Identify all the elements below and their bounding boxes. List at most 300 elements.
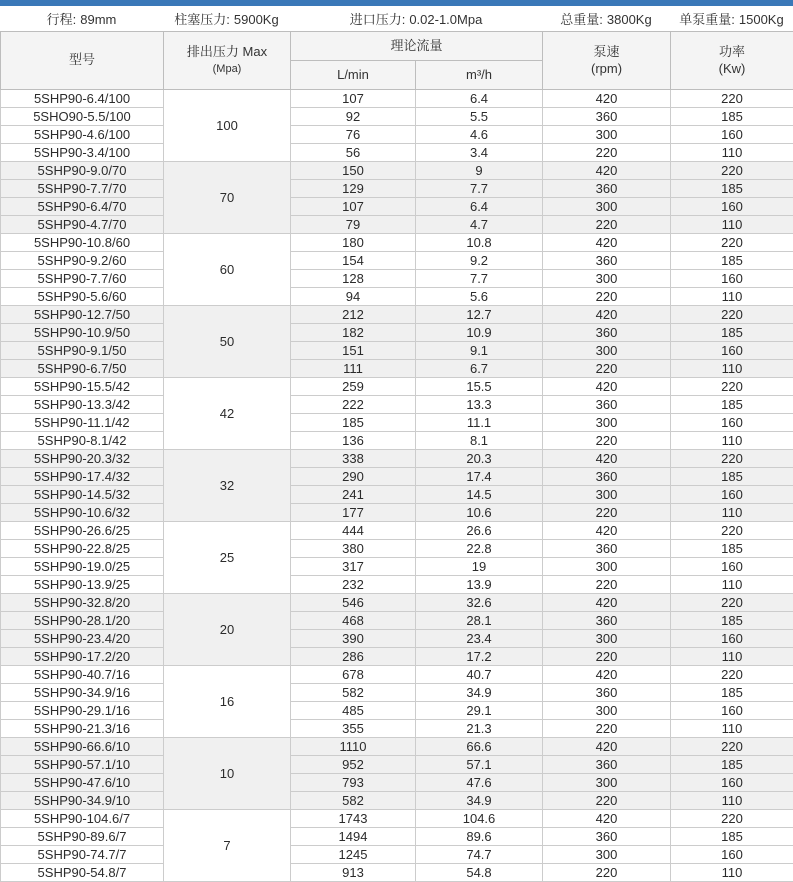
col-header-discharge-pressure: [164, 32, 291, 90]
power-cell: 160: [671, 414, 793, 432]
speed-cell: 420: [543, 378, 671, 396]
power-cell: 110: [671, 792, 793, 810]
flow-m3h-cell: 23.4: [416, 630, 543, 648]
model-cell: 5SHP90-57.1/10: [1, 756, 164, 774]
power-cell: 160: [671, 198, 793, 216]
speed-cell: 420: [543, 522, 671, 540]
discharge-pressure-cell: 50: [164, 306, 291, 378]
power-cell: 220: [671, 90, 793, 108]
table-row: [1, 792, 793, 810]
flow-m3h-cell: 21.3: [416, 720, 543, 738]
model-cell: 5SHP90-34.9/10: [1, 792, 164, 810]
power-cell: 185: [671, 684, 793, 702]
model-cell: 5SHP90-6.4/70: [1, 198, 164, 216]
flow-m3h-cell: 14.5: [416, 486, 543, 504]
flow-lmin-cell: 1743: [291, 810, 416, 828]
power-cell: 110: [671, 360, 793, 378]
flow-lmin-cell: 546: [291, 594, 416, 612]
flow-m3h-cell: 8.1: [416, 432, 543, 450]
speed-cell: 220: [543, 432, 671, 450]
speed-cell: 220: [543, 288, 671, 306]
flow-lmin-cell: 793: [291, 774, 416, 792]
speed-cell: 220: [543, 576, 671, 594]
power-unit: (Kw): [719, 61, 746, 76]
power-cell: 160: [671, 774, 793, 792]
discharge-pressure-cell: 20: [164, 594, 291, 666]
speed-cell: 300: [543, 270, 671, 288]
table-row: [1, 108, 793, 126]
flow-m3h-cell: 26.6: [416, 522, 543, 540]
flow-m3h-cell: 34.9: [416, 792, 543, 810]
table-row: [1, 180, 793, 198]
table-row: [1, 594, 793, 612]
flow-m3h-label: m³/h: [466, 67, 492, 82]
speed-cell: 420: [543, 162, 671, 180]
pump-speed-line1: 泵速: [594, 44, 620, 59]
flow-m3h-cell: 5.6: [416, 288, 543, 306]
flow-m3h-cell: 40.7: [416, 666, 543, 684]
table-row: [1, 378, 793, 396]
flow-m3h-cell: 7.7: [416, 270, 543, 288]
flow-m3h-cell: 54.8: [416, 864, 543, 882]
table-row: [1, 396, 793, 414]
flow-m3h-cell: 66.6: [416, 738, 543, 756]
info-item-total-weight: [542, 9, 670, 28]
table-row: [1, 522, 793, 540]
table-row: [1, 162, 793, 180]
model-cell: 5SHP90-89.6/7: [1, 828, 164, 846]
model-cell: 5SHP90-26.6/25: [1, 522, 164, 540]
flow-m3h-cell: 11.1: [416, 414, 543, 432]
info-value: 0.02-1.0Mpa: [409, 12, 482, 27]
power-cell: 110: [671, 576, 793, 594]
flow-lmin-cell: 259: [291, 378, 416, 396]
power-cell: 185: [671, 180, 793, 198]
flow-m3h-cell: 104.6: [416, 810, 543, 828]
power-cell: 220: [671, 162, 793, 180]
flow-m3h-cell: 10.8: [416, 234, 543, 252]
flow-m3h-cell: 6.7: [416, 360, 543, 378]
power-cell: 160: [671, 342, 793, 360]
speed-cell: 300: [543, 558, 671, 576]
flow-lmin-cell: 390: [291, 630, 416, 648]
flow-lmin-label: L/min: [337, 67, 369, 82]
table-row: [1, 126, 793, 144]
table-row: [1, 774, 793, 792]
flow-m3h-cell: 4.6: [416, 126, 543, 144]
power-cell: 220: [671, 594, 793, 612]
discharge-pressure-cell: 16: [164, 666, 291, 738]
speed-cell: 300: [543, 846, 671, 864]
speed-cell: 220: [543, 144, 671, 162]
model-cell: 5SHP90-34.9/16: [1, 684, 164, 702]
power-cell: 185: [671, 756, 793, 774]
model-cell: 5SHP90-74.7/7: [1, 846, 164, 864]
flow-m3h-cell: 9.2: [416, 252, 543, 270]
flow-m3h-cell: 12.7: [416, 306, 543, 324]
model-cell: 5SHP90-4.7/70: [1, 216, 164, 234]
spec-table-body: [1, 90, 793, 882]
speed-cell: 300: [543, 630, 671, 648]
discharge-pressure-cell: 42: [164, 378, 291, 450]
col-header-flow-lmin: [291, 61, 416, 90]
model-cell: 5SHP90-14.5/32: [1, 486, 164, 504]
model-cell: 5SHP90-28.1/20: [1, 612, 164, 630]
flow-m3h-cell: 47.6: [416, 774, 543, 792]
speed-cell: 420: [543, 594, 671, 612]
model-cell: 5SHP90-15.5/42: [1, 378, 164, 396]
flow-lmin-cell: 94: [291, 288, 416, 306]
flow-m3h-cell: 4.7: [416, 216, 543, 234]
col-header-theoretical-flow: [291, 32, 543, 61]
table-row: [1, 270, 793, 288]
speed-cell: 420: [543, 666, 671, 684]
speed-cell: 420: [543, 234, 671, 252]
model-cell: 5SHP90-6.4/100: [1, 90, 164, 108]
flow-m3h-cell: 7.7: [416, 180, 543, 198]
flow-lmin-cell: 317: [291, 558, 416, 576]
flow-m3h-cell: 17.4: [416, 468, 543, 486]
flow-m3h-cell: 10.9: [416, 324, 543, 342]
power-cell: 160: [671, 846, 793, 864]
power-line1: 功率: [719, 44, 745, 59]
table-row: [1, 828, 793, 846]
flow-lmin-cell: 107: [291, 90, 416, 108]
table-row: [1, 720, 793, 738]
flow-m3h-cell: 20.3: [416, 450, 543, 468]
model-cell: 5SHP90-6.7/50: [1, 360, 164, 378]
flow-lmin-cell: 444: [291, 522, 416, 540]
power-cell: 110: [671, 432, 793, 450]
model-cell: 5SHP90-10.9/50: [1, 324, 164, 342]
power-cell: 110: [671, 648, 793, 666]
speed-cell: 360: [543, 684, 671, 702]
speed-cell: 360: [543, 324, 671, 342]
discharge-pressure-cell: 10: [164, 738, 291, 810]
speed-cell: 220: [543, 360, 671, 378]
model-cell: 5SHP90-11.1/42: [1, 414, 164, 432]
pump-spec-table: [0, 31, 793, 882]
model-cell: 5SHP90-47.6/10: [1, 774, 164, 792]
flow-lmin-cell: 913: [291, 864, 416, 882]
speed-cell: 360: [543, 108, 671, 126]
discharge-pressure-unit: (Mpa): [213, 63, 242, 75]
table-row: [1, 684, 793, 702]
power-cell: 160: [671, 558, 793, 576]
flow-lmin-cell: 185: [291, 414, 416, 432]
model-cell: 5SHP90-8.1/42: [1, 432, 164, 450]
power-cell: 220: [671, 306, 793, 324]
info-label: 柱塞压力:: [174, 12, 230, 27]
model-cell: 5SHP90-66.6/10: [1, 738, 164, 756]
power-cell: 185: [671, 468, 793, 486]
speed-cell: 220: [543, 864, 671, 882]
table-row: [1, 468, 793, 486]
table-row: [1, 864, 793, 882]
speed-cell: 360: [543, 468, 671, 486]
flow-lmin-cell: 136: [291, 432, 416, 450]
model-cell: 5SHP90-9.2/60: [1, 252, 164, 270]
flow-lmin-cell: 182: [291, 324, 416, 342]
table-row: [1, 360, 793, 378]
model-cell: 5SHP90-10.6/32: [1, 504, 164, 522]
flow-lmin-cell: 56: [291, 144, 416, 162]
speed-cell: 300: [543, 414, 671, 432]
model-cell: 5SHP90-7.7/60: [1, 270, 164, 288]
discharge-pressure-cell: 32: [164, 450, 291, 522]
flow-lmin-cell: 582: [291, 684, 416, 702]
discharge-pressure-cell: 25: [164, 522, 291, 594]
model-cell: 5SHP90-40.7/16: [1, 666, 164, 684]
table-row: [1, 630, 793, 648]
power-cell: 220: [671, 234, 793, 252]
flow-lmin-cell: 151: [291, 342, 416, 360]
flow-m3h-cell: 29.1: [416, 702, 543, 720]
power-cell: 185: [671, 252, 793, 270]
info-value: 1500Kg: [739, 12, 784, 27]
model-cell: 5SHP90-19.0/25: [1, 558, 164, 576]
table-row: [1, 216, 793, 234]
flow-lmin-cell: 111: [291, 360, 416, 378]
flow-lmin-cell: 154: [291, 252, 416, 270]
flow-m3h-cell: 9: [416, 162, 543, 180]
speed-cell: 360: [543, 612, 671, 630]
power-cell: 110: [671, 720, 793, 738]
info-value: 5900Kg: [234, 12, 279, 27]
speed-cell: 300: [543, 774, 671, 792]
flow-lmin-cell: 222: [291, 396, 416, 414]
flow-lmin-cell: 107: [291, 198, 416, 216]
flow-lmin-cell: 1245: [291, 846, 416, 864]
speed-cell: 300: [543, 342, 671, 360]
table-row: [1, 414, 793, 432]
power-cell: 160: [671, 486, 793, 504]
model-cell: 5SHP90-22.8/25: [1, 540, 164, 558]
table-row: [1, 540, 793, 558]
info-label: 行程:: [47, 12, 77, 27]
power-cell: 110: [671, 504, 793, 522]
info-value: 3800Kg: [607, 12, 652, 27]
table-row: [1, 306, 793, 324]
flow-m3h-cell: 13.9: [416, 576, 543, 594]
table-row: [1, 144, 793, 162]
speed-cell: 420: [543, 450, 671, 468]
flow-lmin-cell: 286: [291, 648, 416, 666]
power-cell: 160: [671, 630, 793, 648]
model-cell: 5SHP90-23.4/20: [1, 630, 164, 648]
power-cell: 185: [671, 324, 793, 342]
flow-m3h-cell: 22.8: [416, 540, 543, 558]
table-row: [1, 612, 793, 630]
model-cell: 5SHP90-17.2/20: [1, 648, 164, 666]
info-value: 89mm: [80, 12, 116, 27]
power-cell: 160: [671, 702, 793, 720]
model-cell: 5SHP90-20.3/32: [1, 450, 164, 468]
power-cell: 185: [671, 108, 793, 126]
info-item-stroke: [0, 9, 163, 28]
flow-lmin-cell: 468: [291, 612, 416, 630]
table-row: [1, 702, 793, 720]
flow-m3h-cell: 5.5: [416, 108, 543, 126]
speed-cell: 300: [543, 486, 671, 504]
power-cell: 185: [671, 540, 793, 558]
model-cell: 5SHP90-5.6/60: [1, 288, 164, 306]
info-label: 进口压力:: [350, 12, 406, 27]
info-bar: [0, 6, 793, 31]
speed-cell: 300: [543, 702, 671, 720]
col-header-power: [671, 32, 793, 90]
flow-lmin-cell: 485: [291, 702, 416, 720]
speed-cell: 300: [543, 198, 671, 216]
flow-lmin-cell: 290: [291, 468, 416, 486]
flow-m3h-cell: 9.1: [416, 342, 543, 360]
flow-lmin-cell: 380: [291, 540, 416, 558]
flow-lmin-cell: 1494: [291, 828, 416, 846]
model-cell: 5SHP90-17.4/32: [1, 468, 164, 486]
speed-cell: 220: [543, 504, 671, 522]
table-row: [1, 450, 793, 468]
table-header: [1, 32, 793, 90]
speed-cell: 420: [543, 306, 671, 324]
flow-lmin-cell: 76: [291, 126, 416, 144]
model-cell: 5SHP90-54.8/7: [1, 864, 164, 882]
model-cell: 5SHO90-5.5/100: [1, 108, 164, 126]
flow-m3h-cell: 57.1: [416, 756, 543, 774]
speed-cell: 220: [543, 648, 671, 666]
table-row: [1, 558, 793, 576]
table-row: [1, 666, 793, 684]
col-header-pump-speed: [543, 32, 671, 90]
power-cell: 220: [671, 450, 793, 468]
table-row: [1, 252, 793, 270]
info-item-plunger-force: [163, 9, 290, 28]
flow-m3h-cell: 19: [416, 558, 543, 576]
power-cell: 220: [671, 738, 793, 756]
power-cell: 220: [671, 522, 793, 540]
power-cell: 160: [671, 126, 793, 144]
info-label: 单泵重量:: [679, 12, 735, 27]
model-cell: 5SHP90-10.8/60: [1, 234, 164, 252]
speed-cell: 360: [543, 180, 671, 198]
flow-m3h-cell: 3.4: [416, 144, 543, 162]
col-header-model-label: 型号: [69, 52, 95, 67]
table-row: [1, 648, 793, 666]
speed-cell: 360: [543, 396, 671, 414]
table-row: [1, 738, 793, 756]
power-cell: 110: [671, 864, 793, 882]
speed-cell: 360: [543, 756, 671, 774]
flow-lmin-cell: 177: [291, 504, 416, 522]
flow-m3h-cell: 15.5: [416, 378, 543, 396]
table-row: [1, 90, 793, 108]
discharge-pressure-cell: 60: [164, 234, 291, 306]
flow-m3h-cell: 6.4: [416, 198, 543, 216]
flow-lmin-cell: 355: [291, 720, 416, 738]
flow-m3h-cell: 13.3: [416, 396, 543, 414]
speed-cell: 420: [543, 810, 671, 828]
flow-m3h-cell: 89.6: [416, 828, 543, 846]
table-row: [1, 486, 793, 504]
speed-cell: 420: [543, 90, 671, 108]
power-cell: 110: [671, 216, 793, 234]
flow-lmin-cell: 1110: [291, 738, 416, 756]
model-cell: 5SHP90-13.3/42: [1, 396, 164, 414]
flow-m3h-cell: 10.6: [416, 504, 543, 522]
flow-lmin-cell: 180: [291, 234, 416, 252]
flow-m3h-cell: 6.4: [416, 90, 543, 108]
speed-cell: 300: [543, 126, 671, 144]
table-row: [1, 576, 793, 594]
power-cell: 220: [671, 378, 793, 396]
model-cell: 5SHP90-4.6/100: [1, 126, 164, 144]
pump-speed-unit: (rpm): [591, 61, 622, 76]
table-row: [1, 324, 793, 342]
table-row: [1, 810, 793, 828]
theoretical-flow-label: 理论流量: [391, 38, 443, 53]
power-cell: 220: [671, 666, 793, 684]
flow-lmin-cell: 338: [291, 450, 416, 468]
flow-m3h-cell: 28.1: [416, 612, 543, 630]
model-cell: 5SHP90-9.1/50: [1, 342, 164, 360]
flow-lmin-cell: 129: [291, 180, 416, 198]
flow-lmin-cell: 232: [291, 576, 416, 594]
power-cell: 185: [671, 396, 793, 414]
discharge-pressure-cell: 7: [164, 810, 291, 882]
power-cell: 220: [671, 810, 793, 828]
table-row: [1, 342, 793, 360]
discharge-pressure-cell: 70: [164, 162, 291, 234]
speed-cell: 220: [543, 792, 671, 810]
speed-cell: 360: [543, 540, 671, 558]
model-cell: 5SHP90-9.0/70: [1, 162, 164, 180]
power-cell: 110: [671, 288, 793, 306]
model-cell: 5SHP90-29.1/16: [1, 702, 164, 720]
model-cell: 5SHP90-32.8/20: [1, 594, 164, 612]
table-row: [1, 432, 793, 450]
power-cell: 160: [671, 270, 793, 288]
flow-lmin-cell: 79: [291, 216, 416, 234]
speed-cell: 220: [543, 720, 671, 738]
flow-lmin-cell: 212: [291, 306, 416, 324]
table-row: [1, 846, 793, 864]
table-row: [1, 198, 793, 216]
speed-cell: 420: [543, 738, 671, 756]
col-header-flow-m3h: [416, 61, 543, 90]
table-row: [1, 234, 793, 252]
model-cell: 5SHP90-13.9/25: [1, 576, 164, 594]
flow-m3h-cell: 32.6: [416, 594, 543, 612]
col-header-model: [1, 32, 164, 90]
table-row: [1, 504, 793, 522]
flow-lmin-cell: 128: [291, 270, 416, 288]
model-cell: 5SHP90-12.7/50: [1, 306, 164, 324]
power-cell: 110: [671, 144, 793, 162]
flow-lmin-cell: 678: [291, 666, 416, 684]
model-cell: 5SHP90-3.4/100: [1, 144, 164, 162]
info-item-inlet-pressure: [290, 9, 542, 28]
flow-lmin-cell: 150: [291, 162, 416, 180]
discharge-pressure-cell: 100: [164, 90, 291, 162]
flow-lmin-cell: 582: [291, 792, 416, 810]
table-row: [1, 756, 793, 774]
speed-cell: 220: [543, 216, 671, 234]
flow-m3h-cell: 34.9: [416, 684, 543, 702]
table-row: [1, 288, 793, 306]
info-item-single-pump-weight: [670, 9, 793, 28]
power-cell: 185: [671, 828, 793, 846]
model-cell: 5SHP90-7.7/70: [1, 180, 164, 198]
model-cell: 5SHP90-21.3/16: [1, 720, 164, 738]
